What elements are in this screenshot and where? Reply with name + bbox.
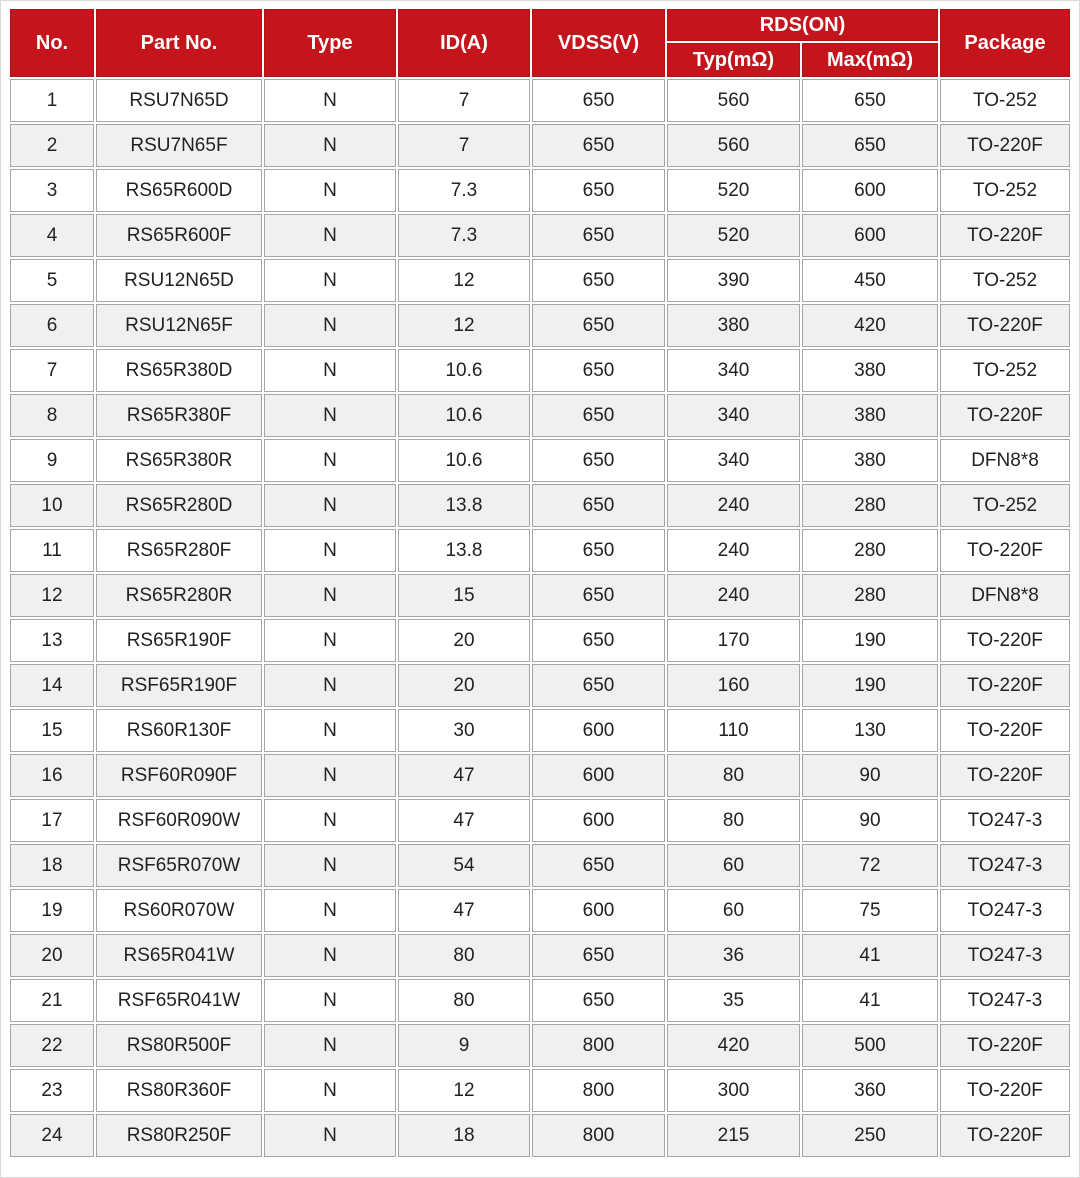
- cell-rds-max: 360: [802, 1069, 938, 1112]
- table-row: [10, 979, 1070, 1022]
- cell-rds-typ: 160: [667, 664, 800, 707]
- cell-vdss: 650: [532, 169, 665, 212]
- col-header-id-a: ID(A): [398, 9, 530, 77]
- cell-id-a: 13.8: [398, 484, 530, 527]
- cell-rds-typ: 36: [667, 934, 800, 977]
- cell-package: TO-220F: [940, 754, 1070, 797]
- cell-package: TO-220F: [940, 664, 1070, 707]
- cell-package: TO-252: [940, 349, 1070, 392]
- cell-rds-max: 41: [802, 979, 938, 1022]
- cell-part-no: RSU12N65D: [96, 259, 262, 302]
- cell-no: 9: [10, 439, 94, 482]
- cell-rds-max: 250: [802, 1114, 938, 1157]
- cell-part-no: RS65R280D: [96, 484, 262, 527]
- cell-id-a: 7: [398, 124, 530, 167]
- cell-type: N: [264, 889, 396, 932]
- table-row: [10, 394, 1070, 437]
- table-row: [10, 889, 1070, 932]
- cell-rds-max: 650: [802, 79, 938, 122]
- cell-package: TO-220F: [940, 124, 1070, 167]
- table-header: [10, 9, 1070, 77]
- table-body: [10, 79, 1070, 1157]
- table-row: [10, 799, 1070, 842]
- cell-part-no: RS65R600D: [96, 169, 262, 212]
- cell-id-a: 80: [398, 979, 530, 1022]
- table-row: [10, 484, 1070, 527]
- cell-rds-max: 75: [802, 889, 938, 932]
- cell-id-a: 10.6: [398, 349, 530, 392]
- cell-rds-typ: 170: [667, 619, 800, 662]
- table-row: [10, 664, 1070, 707]
- cell-vdss: 650: [532, 934, 665, 977]
- cell-type: N: [264, 934, 396, 977]
- table-row: [10, 1069, 1070, 1112]
- cell-package: TO-252: [940, 484, 1070, 527]
- cell-rds-typ: 340: [667, 394, 800, 437]
- cell-part-no: RS65R380R: [96, 439, 262, 482]
- cell-no: 24: [10, 1114, 94, 1157]
- cell-rds-typ: 80: [667, 799, 800, 842]
- table-row: [10, 124, 1070, 167]
- cell-rds-typ: 60: [667, 889, 800, 932]
- cell-package: TO-220F: [940, 709, 1070, 752]
- cell-type: N: [264, 664, 396, 707]
- cell-vdss: 650: [532, 529, 665, 572]
- cell-no: 7: [10, 349, 94, 392]
- cell-package: TO-220F: [940, 1114, 1070, 1157]
- cell-package: TO-220F: [940, 394, 1070, 437]
- cell-id-a: 47: [398, 754, 530, 797]
- col-header-rds-max: Max(mΩ): [802, 43, 938, 77]
- cell-vdss: 650: [532, 664, 665, 707]
- cell-id-a: 10.6: [398, 394, 530, 437]
- col-header-type: Type: [264, 9, 396, 77]
- cell-rds-typ: 520: [667, 214, 800, 257]
- col-header-rds-on: RDS(ON): [667, 9, 938, 41]
- table-row: [10, 1114, 1070, 1157]
- cell-vdss: 650: [532, 979, 665, 1022]
- cell-part-no: RSF60R090W: [96, 799, 262, 842]
- cell-part-no: RS60R130F: [96, 709, 262, 752]
- table-row: [10, 754, 1070, 797]
- cell-no: 3: [10, 169, 94, 212]
- col-header-rds-typ: Typ(mΩ): [667, 43, 800, 77]
- cell-no: 16: [10, 754, 94, 797]
- cell-rds-typ: 300: [667, 1069, 800, 1112]
- cell-no: 23: [10, 1069, 94, 1112]
- cell-rds-typ: 560: [667, 124, 800, 167]
- cell-part-no: RS65R190F: [96, 619, 262, 662]
- cell-rds-max: 600: [802, 214, 938, 257]
- cell-type: N: [264, 169, 396, 212]
- cell-part-no: RS80R500F: [96, 1024, 262, 1067]
- cell-rds-typ: 560: [667, 79, 800, 122]
- cell-id-a: 15: [398, 574, 530, 617]
- cell-type: N: [264, 979, 396, 1022]
- cell-package: TO-252: [940, 79, 1070, 122]
- cell-rds-typ: 60: [667, 844, 800, 887]
- cell-part-no: RS65R600F: [96, 214, 262, 257]
- cell-id-a: 7: [398, 79, 530, 122]
- cell-vdss: 650: [532, 304, 665, 347]
- cell-part-no: RS65R280F: [96, 529, 262, 572]
- cell-part-no: RSF60R090F: [96, 754, 262, 797]
- cell-type: N: [264, 529, 396, 572]
- cell-rds-max: 130: [802, 709, 938, 752]
- cell-rds-max: 190: [802, 664, 938, 707]
- cell-package: DFN8*8: [940, 439, 1070, 482]
- cell-part-no: RS65R380F: [96, 394, 262, 437]
- cell-part-no: RSU12N65F: [96, 304, 262, 347]
- cell-no: 5: [10, 259, 94, 302]
- col-header-package: Package: [940, 9, 1070, 77]
- cell-package: TO247-3: [940, 799, 1070, 842]
- cell-package: TO247-3: [940, 934, 1070, 977]
- cell-package: TO-220F: [940, 529, 1070, 572]
- table-row: [10, 259, 1070, 302]
- cell-part-no: RSF65R041W: [96, 979, 262, 1022]
- cell-vdss: 600: [532, 709, 665, 752]
- cell-vdss: 650: [532, 844, 665, 887]
- cell-id-a: 13.8: [398, 529, 530, 572]
- col-header-no: No.: [10, 9, 94, 77]
- cell-package: TO-220F: [940, 214, 1070, 257]
- cell-no: 6: [10, 304, 94, 347]
- cell-part-no: RSF65R070W: [96, 844, 262, 887]
- table-row: [10, 844, 1070, 887]
- cell-vdss: 650: [532, 574, 665, 617]
- table-row: [10, 304, 1070, 347]
- cell-package: TO247-3: [940, 889, 1070, 932]
- cell-no: 14: [10, 664, 94, 707]
- cell-vdss: 800: [532, 1024, 665, 1067]
- cell-vdss: 650: [532, 79, 665, 122]
- table-row: [10, 529, 1070, 572]
- cell-vdss: 800: [532, 1069, 665, 1112]
- cell-package: TO-252: [940, 169, 1070, 212]
- col-header-vdss: VDSS(V): [532, 9, 665, 77]
- cell-rds-typ: 80: [667, 754, 800, 797]
- cell-part-no: RS65R280R: [96, 574, 262, 617]
- cell-id-a: 20: [398, 664, 530, 707]
- table-row: [10, 709, 1070, 752]
- cell-no: 12: [10, 574, 94, 617]
- cell-rds-typ: 35: [667, 979, 800, 1022]
- cell-part-no: RS80R360F: [96, 1069, 262, 1112]
- cell-id-a: 47: [398, 889, 530, 932]
- cell-vdss: 650: [532, 439, 665, 482]
- table-row: [10, 349, 1070, 392]
- cell-no: 13: [10, 619, 94, 662]
- cell-vdss: 650: [532, 349, 665, 392]
- cell-vdss: 650: [532, 214, 665, 257]
- cell-rds-typ: 240: [667, 484, 800, 527]
- cell-rds-max: 190: [802, 619, 938, 662]
- table-row: [10, 574, 1070, 617]
- cell-no: 11: [10, 529, 94, 572]
- table-row: [10, 169, 1070, 212]
- cell-no: 15: [10, 709, 94, 752]
- cell-no: 18: [10, 844, 94, 887]
- cell-id-a: 20: [398, 619, 530, 662]
- cell-rds-max: 650: [802, 124, 938, 167]
- cell-part-no: RSU7N65D: [96, 79, 262, 122]
- cell-rds-max: 600: [802, 169, 938, 212]
- cell-type: N: [264, 349, 396, 392]
- cell-part-no: RSF65R190F: [96, 664, 262, 707]
- cell-id-a: 10.6: [398, 439, 530, 482]
- cell-vdss: 800: [532, 1114, 665, 1157]
- table-row: [10, 439, 1070, 482]
- cell-vdss: 650: [532, 484, 665, 527]
- cell-part-no: RSU7N65F: [96, 124, 262, 167]
- cell-type: N: [264, 1069, 396, 1112]
- cell-part-no: RS65R041W: [96, 934, 262, 977]
- cell-type: N: [264, 259, 396, 302]
- cell-rds-typ: 340: [667, 439, 800, 482]
- table-row: [10, 1024, 1070, 1067]
- cell-type: N: [264, 214, 396, 257]
- cell-rds-typ: 390: [667, 259, 800, 302]
- col-header-part-no: Part No.: [96, 9, 262, 77]
- cell-rds-typ: 240: [667, 529, 800, 572]
- cell-vdss: 650: [532, 124, 665, 167]
- cell-type: N: [264, 844, 396, 887]
- cell-package: DFN8*8: [940, 574, 1070, 617]
- table-row: [10, 619, 1070, 662]
- cell-no: 10: [10, 484, 94, 527]
- cell-type: N: [264, 394, 396, 437]
- cell-rds-max: 280: [802, 574, 938, 617]
- cell-package: TO-220F: [940, 304, 1070, 347]
- cell-vdss: 600: [532, 889, 665, 932]
- cell-vdss: 600: [532, 799, 665, 842]
- mosfet-spec-table: [8, 7, 1072, 1159]
- cell-rds-typ: 110: [667, 709, 800, 752]
- cell-id-a: 9: [398, 1024, 530, 1067]
- cell-package: TO-220F: [940, 1024, 1070, 1067]
- cell-package: TO247-3: [940, 844, 1070, 887]
- cell-no: 17: [10, 799, 94, 842]
- cell-id-a: 18: [398, 1114, 530, 1157]
- cell-type: N: [264, 1024, 396, 1067]
- cell-no: 21: [10, 979, 94, 1022]
- cell-id-a: 54: [398, 844, 530, 887]
- cell-rds-typ: 340: [667, 349, 800, 392]
- cell-package: TO247-3: [940, 979, 1070, 1022]
- cell-rds-max: 280: [802, 529, 938, 572]
- cell-no: 4: [10, 214, 94, 257]
- cell-rds-max: 72: [802, 844, 938, 887]
- table-row: [10, 79, 1070, 122]
- cell-no: 1: [10, 79, 94, 122]
- cell-type: N: [264, 439, 396, 482]
- cell-type: N: [264, 484, 396, 527]
- cell-id-a: 7.3: [398, 214, 530, 257]
- cell-id-a: 12: [398, 259, 530, 302]
- cell-type: N: [264, 619, 396, 662]
- cell-part-no: RS65R380D: [96, 349, 262, 392]
- cell-id-a: 12: [398, 1069, 530, 1112]
- cell-type: N: [264, 124, 396, 167]
- table-row: [10, 934, 1070, 977]
- cell-no: 22: [10, 1024, 94, 1067]
- cell-id-a: 12: [398, 304, 530, 347]
- cell-rds-typ: 215: [667, 1114, 800, 1157]
- cell-package: TO-220F: [940, 1069, 1070, 1112]
- cell-id-a: 30: [398, 709, 530, 752]
- cell-vdss: 650: [532, 619, 665, 662]
- cell-type: N: [264, 754, 396, 797]
- cell-rds-max: 380: [802, 439, 938, 482]
- cell-type: N: [264, 574, 396, 617]
- cell-package: TO-220F: [940, 619, 1070, 662]
- cell-id-a: 7.3: [398, 169, 530, 212]
- cell-type: N: [264, 709, 396, 752]
- cell-part-no: RS60R070W: [96, 889, 262, 932]
- cell-rds-max: 380: [802, 394, 938, 437]
- cell-rds-max: 90: [802, 799, 938, 842]
- cell-type: N: [264, 304, 396, 347]
- cell-id-a: 47: [398, 799, 530, 842]
- cell-package: TO-252: [940, 259, 1070, 302]
- cell-rds-typ: 520: [667, 169, 800, 212]
- cell-rds-max: 380: [802, 349, 938, 392]
- cell-rds-max: 500: [802, 1024, 938, 1067]
- cell-no: 20: [10, 934, 94, 977]
- cell-rds-typ: 420: [667, 1024, 800, 1067]
- cell-vdss: 650: [532, 394, 665, 437]
- cell-id-a: 80: [398, 934, 530, 977]
- table-row: [10, 214, 1070, 257]
- cell-no: 8: [10, 394, 94, 437]
- cell-type: N: [264, 799, 396, 842]
- cell-rds-max: 450: [802, 259, 938, 302]
- cell-type: N: [264, 1114, 396, 1157]
- cell-type: N: [264, 79, 396, 122]
- cell-rds-typ: 240: [667, 574, 800, 617]
- cell-no: 2: [10, 124, 94, 167]
- cell-rds-max: 420: [802, 304, 938, 347]
- cell-rds-typ: 380: [667, 304, 800, 347]
- cell-vdss: 600: [532, 754, 665, 797]
- cell-part-no: RS80R250F: [96, 1114, 262, 1157]
- cell-vdss: 650: [532, 259, 665, 302]
- cell-no: 19: [10, 889, 94, 932]
- cell-rds-max: 90: [802, 754, 938, 797]
- cell-rds-max: 280: [802, 484, 938, 527]
- cell-rds-max: 41: [802, 934, 938, 977]
